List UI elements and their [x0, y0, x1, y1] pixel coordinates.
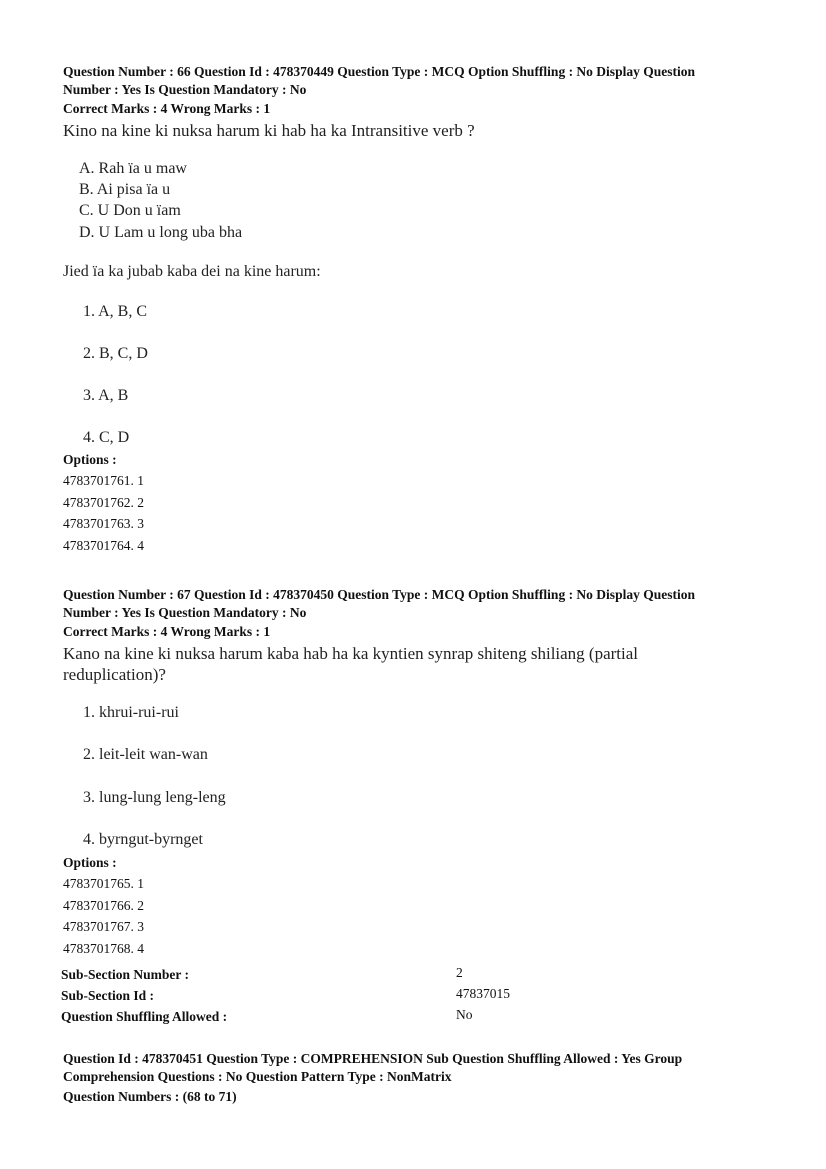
subsection-number-value: 2 [456, 965, 463, 980]
q66-option-3: 4783701763. 3 [63, 516, 144, 531]
q67-option-2: 4783701766. 2 [63, 898, 144, 913]
q66-marks: Correct Marks : 4 Wrong Marks : 1 [63, 101, 271, 116]
q66-option-4: 4783701764. 4 [63, 538, 144, 553]
q66-option-1: 4783701761. 1 [63, 473, 144, 488]
subsection-number-label: Sub-Section Number : [61, 967, 190, 982]
q67-question-line1: Kano na kine ki nuksa harum kaba hab ha ka kyntien synrap shiteng shiliang (partial [63, 644, 639, 663]
q66-choice-1: 1. A, B, C [83, 303, 148, 320]
subsection-id-label: Sub-Section Id : [61, 988, 155, 1003]
q66-option-2: 4783701762. 2 [63, 495, 144, 510]
question-shuffling-value: No [456, 1007, 473, 1022]
q67-choice-4: 4. byrngut-byrnget [83, 831, 203, 848]
question-shuffling-label: Question Shuffling Allowed : [61, 1009, 228, 1024]
q66-instruction: Jied ïa ka jubab kaba dei na kine harum: [63, 263, 321, 280]
q67-question-line2: reduplication)? [63, 665, 166, 684]
q67-option-3: 4783701767. 3 [63, 919, 144, 934]
q67-choice-3: 3. lung-lung leng-leng [83, 789, 226, 806]
q66-meta-line2: Number : Yes Is Question Mandatory : No [63, 82, 307, 97]
q66-statement-a: A. Rah ïa u maw [79, 160, 187, 177]
q66-statement-c: C. U Don u ïam [79, 202, 181, 219]
q66-statement-d: D. U Lam u long uba bha [79, 224, 243, 241]
q66-options-label: Options : [63, 452, 117, 467]
q67-marks: Correct Marks : 4 Wrong Marks : 1 [63, 624, 271, 639]
comprehension-question-numbers: Question Numbers : (68 to 71) [63, 1089, 237, 1104]
q67-choice-1: 1. khrui-rui-rui [83, 704, 179, 721]
subsection-id-value: 47837015 [456, 986, 510, 1001]
q66-choice-2: 2. B, C, D [83, 345, 148, 362]
q66-question-text: Kino na kine ki nuksa harum ki hab ha ka Intransitive verb ? [63, 121, 475, 140]
comprehension-line1: Question Id : 478370451 Question Type : COMPREHENSION Sub Question Shuffling Allowed : Yes Group [63, 1051, 683, 1066]
q67-choice-2: 2. leit-leit wan-wan [83, 746, 208, 763]
q67-meta-line1: Question Number : 67 Question Id : 478370450 Question Type : MCQ Option Shuffling : No Display Question [63, 587, 695, 602]
comprehension-line2: Comprehension Questions : No Question Pattern Type : NonMatrix [63, 1069, 452, 1084]
q66-meta-line1: Question Number : 66 Question Id : 478370449 Question Type : MCQ Option Shuffling : No Display Question [63, 64, 695, 79]
q67-option-1: 4783701765. 1 [63, 876, 144, 891]
q66-choice-4: 4. C, D [83, 429, 130, 446]
q67-options-label: Options : [63, 855, 117, 870]
q67-meta-line2: Number : Yes Is Question Mandatory : No [63, 605, 307, 620]
q66-choice-3: 3. A, B [83, 387, 129, 404]
q67-option-4: 4783701768. 4 [63, 941, 144, 956]
q66-statement-b: B. Ai pisa ïa u [79, 181, 171, 198]
